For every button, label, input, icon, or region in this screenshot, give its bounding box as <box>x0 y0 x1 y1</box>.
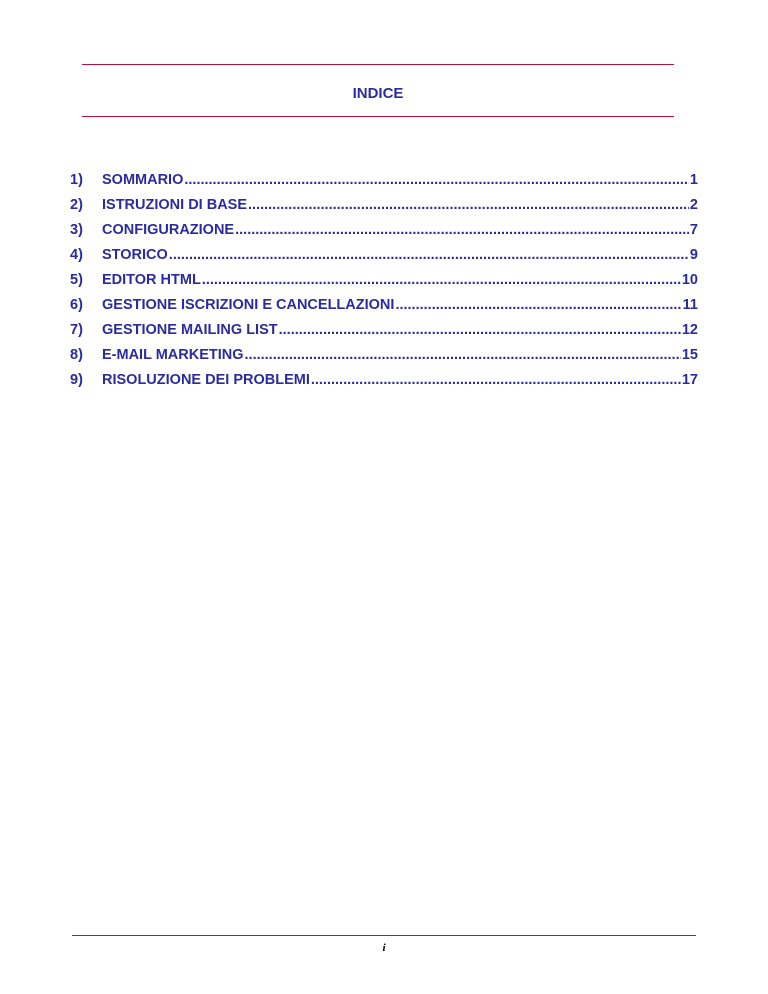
header-top-rule <box>82 64 674 65</box>
toc-dot-leader <box>202 268 681 293</box>
toc-entry-number: 1) <box>70 172 83 188</box>
toc-entry-page[interactable]: 1 <box>689 172 698 188</box>
toc-entry-configurazione[interactable] <box>70 218 698 243</box>
toc-dot-leader <box>248 193 689 218</box>
toc-dot-leader <box>184 168 689 193</box>
toc-entry-page[interactable]: 11 <box>682 297 698 313</box>
toc-entry-page[interactable]: 17 <box>681 372 698 388</box>
toc-entry-page[interactable]: 2 <box>689 197 698 213</box>
footer-page-number: i <box>382 942 386 954</box>
toc-entry-number: 7) <box>70 322 83 338</box>
toc-entry-page[interactable]: 15 <box>681 347 698 363</box>
toc-entry-label[interactable]: ISTRUZIONI DI BASE <box>102 197 248 213</box>
toc-entry-label[interactable]: RISOLUZIONE DEI PROBLEMI <box>102 372 310 388</box>
toc-entry-sommario[interactable] <box>70 168 698 193</box>
toc-entry-gestione-iscrizioni[interactable] <box>70 293 698 318</box>
toc-entry-number: 9) <box>70 372 83 388</box>
toc-entry-editor-html[interactable] <box>70 268 698 293</box>
toc-dot-leader <box>395 293 681 318</box>
toc-entry-label[interactable]: EDITOR HTML <box>102 272 201 288</box>
toc-entry-number: 5) <box>70 272 83 288</box>
toc-entry-risoluzione-problemi[interactable] <box>70 368 698 393</box>
toc-entry-page[interactable]: 7 <box>689 222 698 238</box>
toc-dot-leader <box>279 318 681 343</box>
toc-entry-label[interactable]: GESTIONE ISCRIZIONI E CANCELLAZIONI <box>102 297 395 313</box>
toc-dot-leader <box>245 343 681 368</box>
toc-entry-number: 6) <box>70 297 83 313</box>
toc-entry-page[interactable]: 12 <box>681 322 698 338</box>
toc-entry-label[interactable]: STORICO <box>102 247 168 263</box>
toc-entry-email-marketing[interactable] <box>70 343 698 368</box>
toc-entry-number: 8) <box>70 347 83 363</box>
toc-entry-gestione-mailing-list[interactable] <box>70 318 698 343</box>
toc-entry-number: 4) <box>70 247 83 263</box>
toc-entry-storico[interactable] <box>70 243 698 268</box>
toc-entry-istruzioni-di-base[interactable] <box>70 193 698 218</box>
toc-entry-label[interactable]: SOMMARIO <box>102 172 184 188</box>
toc-entry-label[interactable]: CONFIGURAZIONE <box>102 222 235 238</box>
toc-dot-leader <box>169 243 689 268</box>
toc-dot-leader <box>235 218 689 243</box>
footer-rule <box>72 935 696 936</box>
table-of-contents <box>70 168 698 393</box>
toc-entry-page[interactable]: 10 <box>681 272 698 288</box>
toc-entry-label[interactable]: E-MAIL MARKETING <box>102 347 244 363</box>
toc-entry-label[interactable]: GESTIONE MAILING LIST <box>102 322 278 338</box>
toc-dot-leader <box>311 368 681 393</box>
toc-entry-number: 3) <box>70 222 83 238</box>
toc-entry-page[interactable]: 9 <box>689 247 698 263</box>
toc-entry-number: 2) <box>70 197 83 213</box>
header-bottom-rule <box>82 116 674 117</box>
page-title: INDICE <box>352 85 404 102</box>
